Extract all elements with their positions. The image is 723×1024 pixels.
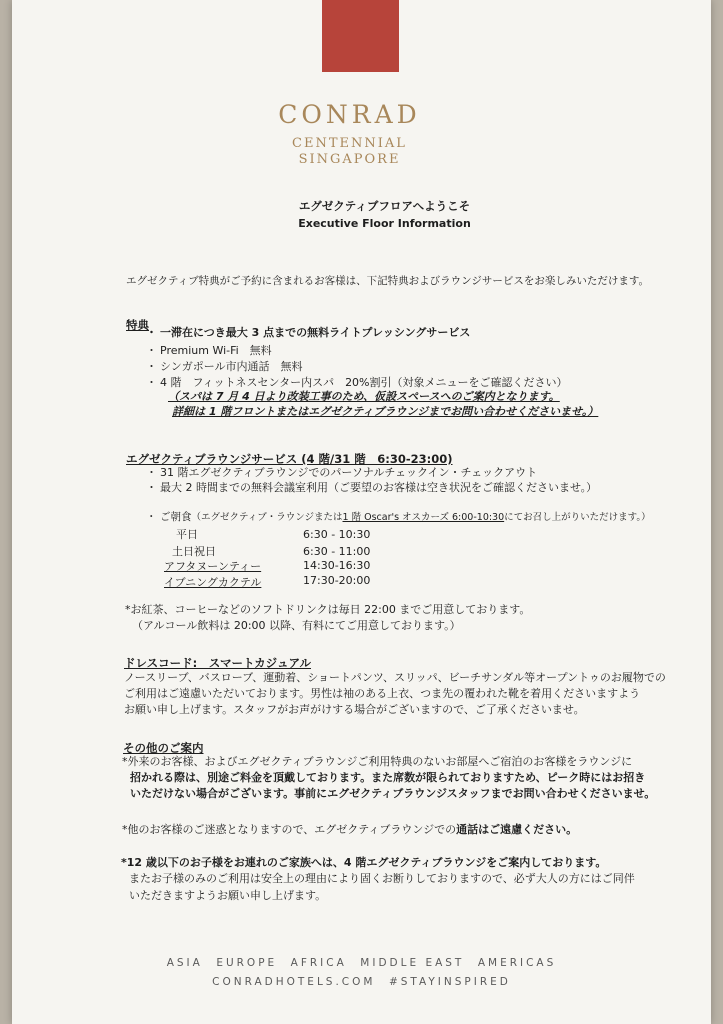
intro-text: エグゼクティブ特典がご予約に含まれるお客様は、下記特典およびラウンジサービスをお楽しみいただけます。 bbox=[126, 275, 650, 287]
red-ribbon-mark bbox=[322, 0, 399, 72]
drinks-note-2: （アルコール飲料は 20:00 以降、有料にてご用意しております。） bbox=[132, 619, 461, 632]
lounge-item: ・ 31 階エグゼクティブラウンジでのパーソナルチェックイン・チェックアウト bbox=[146, 466, 538, 479]
brand-line-singapore: SINGAPORE bbox=[298, 152, 401, 167]
drinks-note-1: *お紅茶、コーヒーなどのソフトドリンクは毎日 22:00 までご用意しております。 bbox=[125, 603, 531, 616]
other-info-heading: その他のご案内 bbox=[123, 741, 204, 755]
phone-call-note: *他のお客様のご迷惑となりますので、エグゼクティブラウンジでの通話はご遠慮ください。 bbox=[122, 823, 578, 836]
title-japanese: エグゼクティブフロアへようこそ bbox=[298, 199, 471, 213]
benefit-item: ・ シンガポール市内通話 無料 bbox=[146, 360, 303, 373]
schedule-time-weekend: 6:30 - 11:00 bbox=[303, 545, 371, 558]
schedule-time-afternoon-tea: 14:30-16:30 bbox=[303, 559, 371, 572]
spa-note-2: 詳細は 1 階フロントまたはエグゼクティブラウンジまでお問い合わせくださいませ。） bbox=[172, 405, 599, 418]
footer-regions: ASIA EUROPE AFRICA MIDDLE EAST AMERICAS bbox=[166, 957, 557, 969]
schedule-label-evening-cocktail: イブニングカクテル bbox=[164, 576, 262, 589]
schedule-label-weekday: 平日 bbox=[176, 528, 198, 541]
benefit-item: ・ 一滞在につき最大 3 点までの無料ライトプレッシングサービス bbox=[146, 326, 471, 339]
benefit-item: ・ Premium Wi-Fi 無料 bbox=[146, 344, 272, 357]
benefits-heading: 特典 bbox=[126, 318, 149, 332]
other-info-line: 招かれる際は、別途ご料金を頂戴しております。また席数が限られておりますため、ピーク時にはお招き bbox=[130, 771, 646, 784]
footer-website: CONRADHOTELS.COM #STAYINSPIRED bbox=[212, 976, 511, 988]
dress-code-line: ノースリーブ、バスローブ、運動着、ショートパンツ、スリッパ、ビーチサンダル等オープントゥのお履物での bbox=[124, 671, 666, 684]
brand-name: CONRAD bbox=[278, 100, 421, 129]
lounge-item: ・ 最大 2 時間までの無料会議室利用（ご要望のお客様は空き状況をご確認くださいませ。） bbox=[146, 481, 598, 494]
dress-code-heading: ドレスコード: スマートカジュアル bbox=[124, 656, 311, 670]
schedule-time-weekday: 6:30 - 10:30 bbox=[303, 528, 371, 541]
title-english: Executive Floor Information bbox=[298, 217, 471, 230]
children-note-1: *12 歳以下のお子様をお連れのご家族へは、4 階エグゼクティブラウンジをご案内しております。 bbox=[121, 856, 607, 869]
lounge-heading: エグゼクティブラウンジサービス (4 階/31 階 6:30-23:00) bbox=[126, 452, 453, 466]
children-note-2: またお子様のみのご利用は安全上の理由により固くお断りしておりますので、必ず大人の方にはご同伴 bbox=[129, 872, 635, 885]
children-note-3: いただきますようお願い申し上げます。 bbox=[129, 889, 327, 902]
other-info-line: *外来のお客様、およびエグゼクティブラウンジご利用特典のないお部屋へご宿泊のお客様をラウンジに bbox=[122, 755, 633, 768]
schedule-time-evening-cocktail: 17:30-20:00 bbox=[303, 574, 371, 587]
schedule-label-afternoon-tea: アフタヌーンティー bbox=[164, 560, 262, 573]
brand-line-centennial: CENTENNIAL bbox=[292, 136, 407, 151]
schedule-label-weekend: 土日祝日 bbox=[172, 545, 216, 558]
other-info-line: いただけない場合がございます。事前にエグゼクティブラウンジスタッフまでお問い合わせくださいませ。 bbox=[130, 787, 656, 800]
dress-code-line: お願い申し上げます。スタッフがお声がけする場合がございますので、ご了承くださいませ。 bbox=[124, 703, 585, 716]
spa-note-1: （スパは 7 月 4 日より改装工事のため、仮設スペースへのご案内となります。 bbox=[168, 390, 560, 403]
dress-code-line: ご利用はご遠慮いただいております。男性は袖のある上衣、つま先の覆われた靴を着用くださいますよう bbox=[124, 687, 641, 700]
benefit-item: ・ 4 階 フィットネスセンター内スパ 20%割引（対象メニューをご確認ください） bbox=[146, 376, 568, 389]
breakfast-line: ・ ご朝食（エグゼクティブ・ラウンジまたは1 階 Oscar's オスカーズ 6:00-10:30にてお召し上がりいただけます。） bbox=[146, 511, 651, 523]
